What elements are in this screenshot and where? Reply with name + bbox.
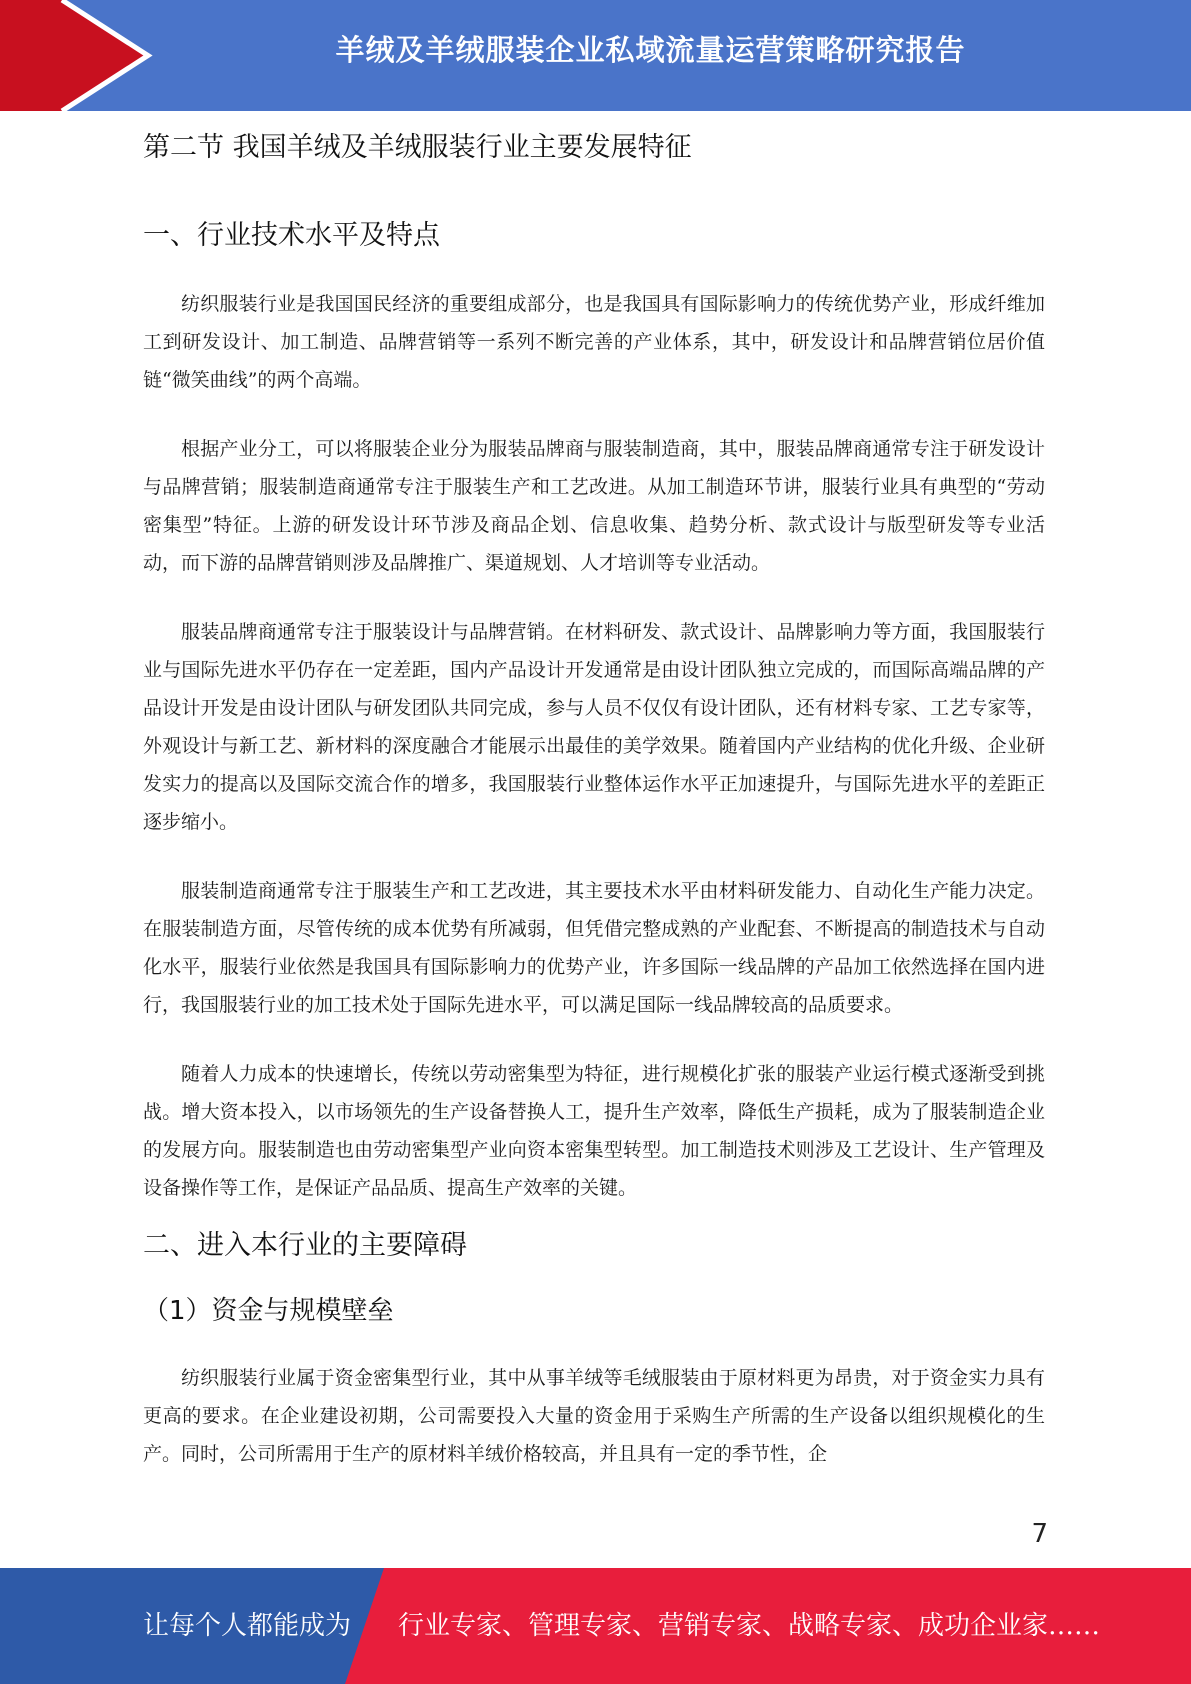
paragraph: 随着人力成本的快速增长，传统以劳动密集型为特征，进行规模化扩张的服装产业运行模式逐渐受到挑战。增大资本投入，以市场领先的生产设备替换人工，提升生产效率，降低生产损耗，成为了服装制造企业的发展方向。服装制造也由劳动密集型产业向资本密集型转型。加工制造技术则涉及工艺设计、生产管理及设备操作等工作，是保证产品品质、提高生产效率的关键。 xyxy=(143,1063,1045,1199)
page-number: 7 xyxy=(1031,1519,1048,1549)
header-arrow-decoration xyxy=(0,0,160,111)
main-content xyxy=(143,125,1045,1473)
footer-slogan-right: 行业专家、管理专家、营销专家、战略专家、成功企业家…… xyxy=(398,1611,1101,1641)
paragraph: 纺织服装行业是我国国民经济的重要组成部分，也是我国具有国际影响力的传统优势产业，形成纤维加工到研发设计、加工制造、品牌营销等一系列不断完善的产业体系，其中，研发设计和品牌营销位居价值链“微笑曲线”的两个高端。 xyxy=(143,293,1045,391)
heading-entry-barriers: 二、进入本行业的主要障碍 xyxy=(143,1230,467,1261)
paragraph: 服装品牌商通常专注于服装设计与品牌营销。在材料研发、款式设计、品牌影响力等方面，我国服装行业与国际先进水平仍存在一定差距，国内产品设计开发通常是由设计团队独立完成的，而国际高端品牌的产品设计开发是由设计团队与研发团队共同完成，参与人员不仅仅有设计团队，还有材料专家、工艺专家等，外观设计与新工艺、新材料的深度融合才能展示出最佳的美学效果。随着国内产业结构的优化升级、企业研发实力的提高以及国际交流合作的增多，我国服装行业整体运作水平正加速提升，与国际先进水平的差距正逐步缩小。 xyxy=(143,621,1045,833)
paragraph: 服装制造商通常专注于服装生产和工艺改进，其主要技术水平由材料研发能力、自动化生产能力决定。在服装制造方面，尽管传统的成本优势有所减弱，但凭借完整成熟的产业配套、不断提高的制造技术与自动化水平，服装行业依然是我国具有国际影响力的优势产业，许多国际一线品牌的产品加工依然选择在国内进行，我国服装行业的加工技术处于国际先进水平，可以满足国际一线品牌较高的品质要求。 xyxy=(143,880,1045,1016)
page-header xyxy=(0,0,1191,111)
paragraph: 根据产业分工，可以将服装企业分为服装品牌商与服装制造商，其中，服装品牌商通常专注于研发设计与品牌营销；服装制造商通常专注于服装生产和工艺改进。从加工制造环节讲，服装行业具有典型的“劳动密集型”特征。上游的研发设计环节涉及商品企划、信息收集、趋势分析、款式设计与版型研发等专业活动，而下游的品牌营销则涉及品牌推广、渠道规划、人才培训等专业活动。 xyxy=(143,438,1045,574)
section-title: 第二节 我国羊绒及羊绒服装行业主要发展特征 xyxy=(143,132,692,163)
heading-technology-level: 一、行业技术水平及特点 xyxy=(143,220,440,251)
document-title: 羊绒及羊绒服装企业私域流量运营策略研究报告 xyxy=(335,33,966,67)
paragraph: 纺织服装行业属于资金密集型行业，其中从事羊绒等毛绒服装由于原材料更为昂贵，对于资金实力具有更高的要求。在企业建设初期，公司需要投入大量的资金用于采购生产所需的生产设备以组织规模化的生产。同时，公司所需用于生产的原材料羊绒价格较高，并且具有一定的季节性，企 xyxy=(143,1367,1045,1465)
page-footer xyxy=(0,1568,1191,1684)
subheading-capital-barrier: （1）资金与规模壁垒 xyxy=(143,1296,394,1326)
header-arrow-red xyxy=(0,0,148,111)
footer-slogan-left: 让每个人都能成为 xyxy=(143,1611,352,1641)
